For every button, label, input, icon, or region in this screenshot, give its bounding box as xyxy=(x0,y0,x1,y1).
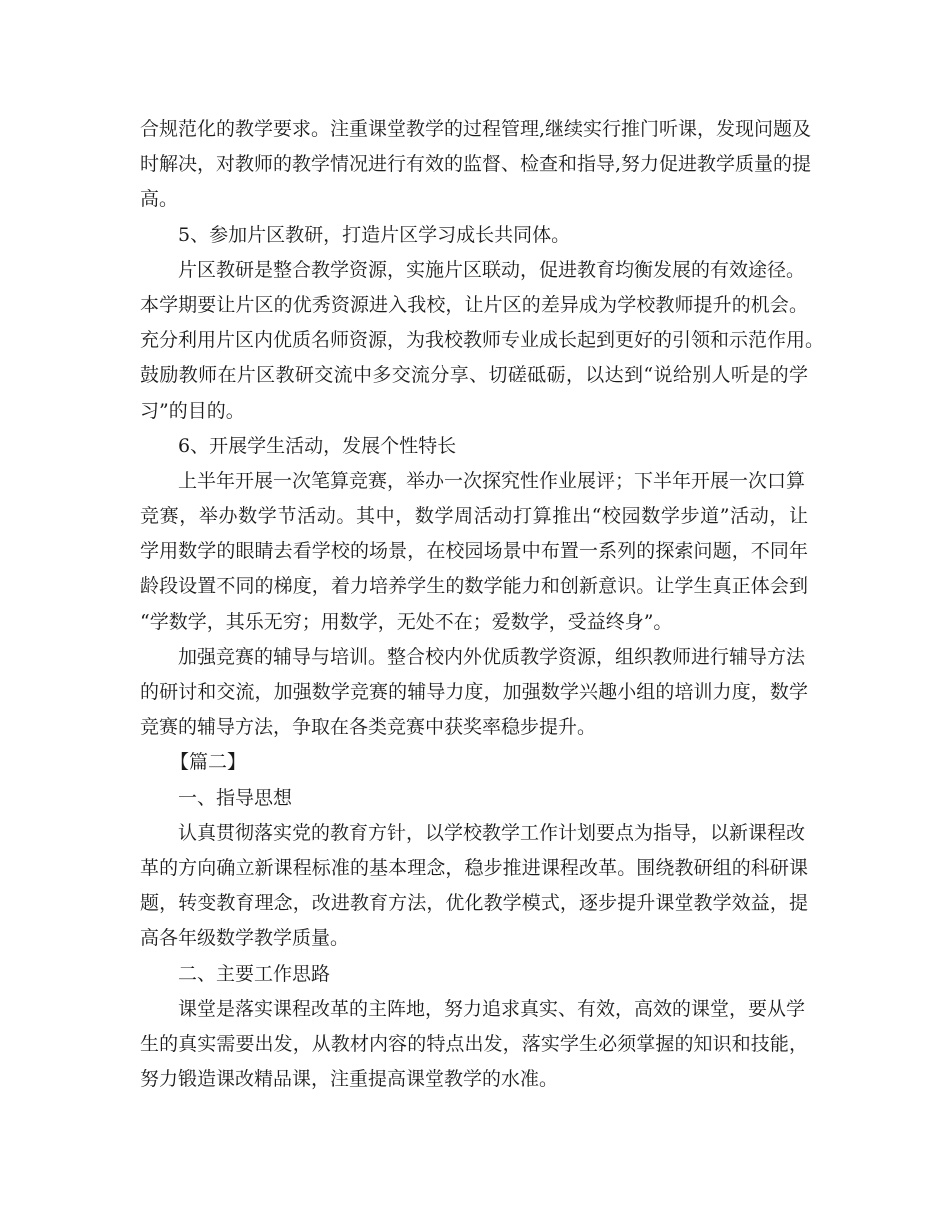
text-line: 二、主要工作思路 xyxy=(178,962,331,985)
text-line: 课堂是落实课程改革的主阵地，努力追求真实、有效，高效的课堂，要从学 xyxy=(178,997,806,1020)
text-line: 高各年级数学教学质量。 xyxy=(140,927,350,950)
text-line: 的研讨和交流，加强数学竞赛的辅导力度，加强数学兴趣小组的培训力度，数学 xyxy=(140,681,808,703)
text-line: 竞赛的辅导方法，争取在各类竞赛中获奖率稳步提升。 xyxy=(140,716,597,739)
text-line: 竞赛，举办数学节活动。其中，数学周活动打算推出“校园数学步道”活动，让 xyxy=(140,505,808,528)
text-line: 高。 xyxy=(140,188,179,211)
text-line: 上半年开展一次笔算竞赛，举办一次探究性作业展评；下半年开展一次口算 xyxy=(178,469,806,492)
text-line: “学数学，其乐无穷；用数学，无处不在；爱数学，受益终身”。 xyxy=(140,610,673,633)
text-line: 片区教研是整合教学资源，实施片区联动，促进教育均衡发展的有效途径。 xyxy=(178,258,806,281)
text-line: 充分利用片区内优质名师资源，为我校教师专业成长起到更好的引领和示范作用。 xyxy=(140,329,825,352)
text-line: 革的方向确立新课程标准的基本理念，稳步推进课程改革。围绕教研组的科研课 xyxy=(140,856,808,879)
text-line: 生的真实需要出发，从教材内容的特点出发，落实学生必须掌握的知识和技能， xyxy=(140,1032,808,1055)
text-line: 6、开展学生活动，发展个性特长 xyxy=(178,434,457,457)
text-line: 认真贯彻落实党的教育方针，以学校教学工作计划要点为指导，以新课程改 xyxy=(178,821,806,844)
text-line: 龄段设置不同的梯度，着力培养学生的数学能力和创新意识。让学生真正体会到 xyxy=(140,575,808,598)
text-line: 【篇二】 xyxy=(170,751,247,774)
text-line: 题，转变教育理念，改进教育方法，优化教学模式，逐步提升课堂教学效益，提 xyxy=(140,892,808,915)
text-line: 习”的目的。 xyxy=(140,399,245,422)
text-line: 努力锻造课改精品课，注重提高课堂教学的水准。 xyxy=(140,1068,559,1091)
text-line: 鼓励教师在片区教研交流中多交流分享、切磋砥砺，以达到“说给别人听是的学 xyxy=(140,364,808,387)
document-body xyxy=(140,112,825,1097)
text-line: 学用数学的眼睛去看学校的场景，在校园场景中布置一系列的探索问题，不同年 xyxy=(140,540,808,563)
text-line: 加强竞赛的辅导与培训。整合校内外优质教学资源，组织教师进行辅导方法 xyxy=(178,645,806,668)
text-line: 时解决，对教师的教学情况进行有效的监督、检查和指导,努力促进教学质量的提 xyxy=(140,153,812,176)
text-line: 一、指导思想 xyxy=(178,786,293,809)
text-line: 5、参加片区教研，打造片区学习成长共同体。 xyxy=(178,223,571,246)
text-line: 本学期要让片区的优秀资源进入我校，让片区的差异成为学校教师提升的机会。 xyxy=(140,293,808,316)
text-line: 合规范化的教学要求。注重课堂教学的过程管理,继续实行推门听课，发现问题及 xyxy=(140,118,812,140)
